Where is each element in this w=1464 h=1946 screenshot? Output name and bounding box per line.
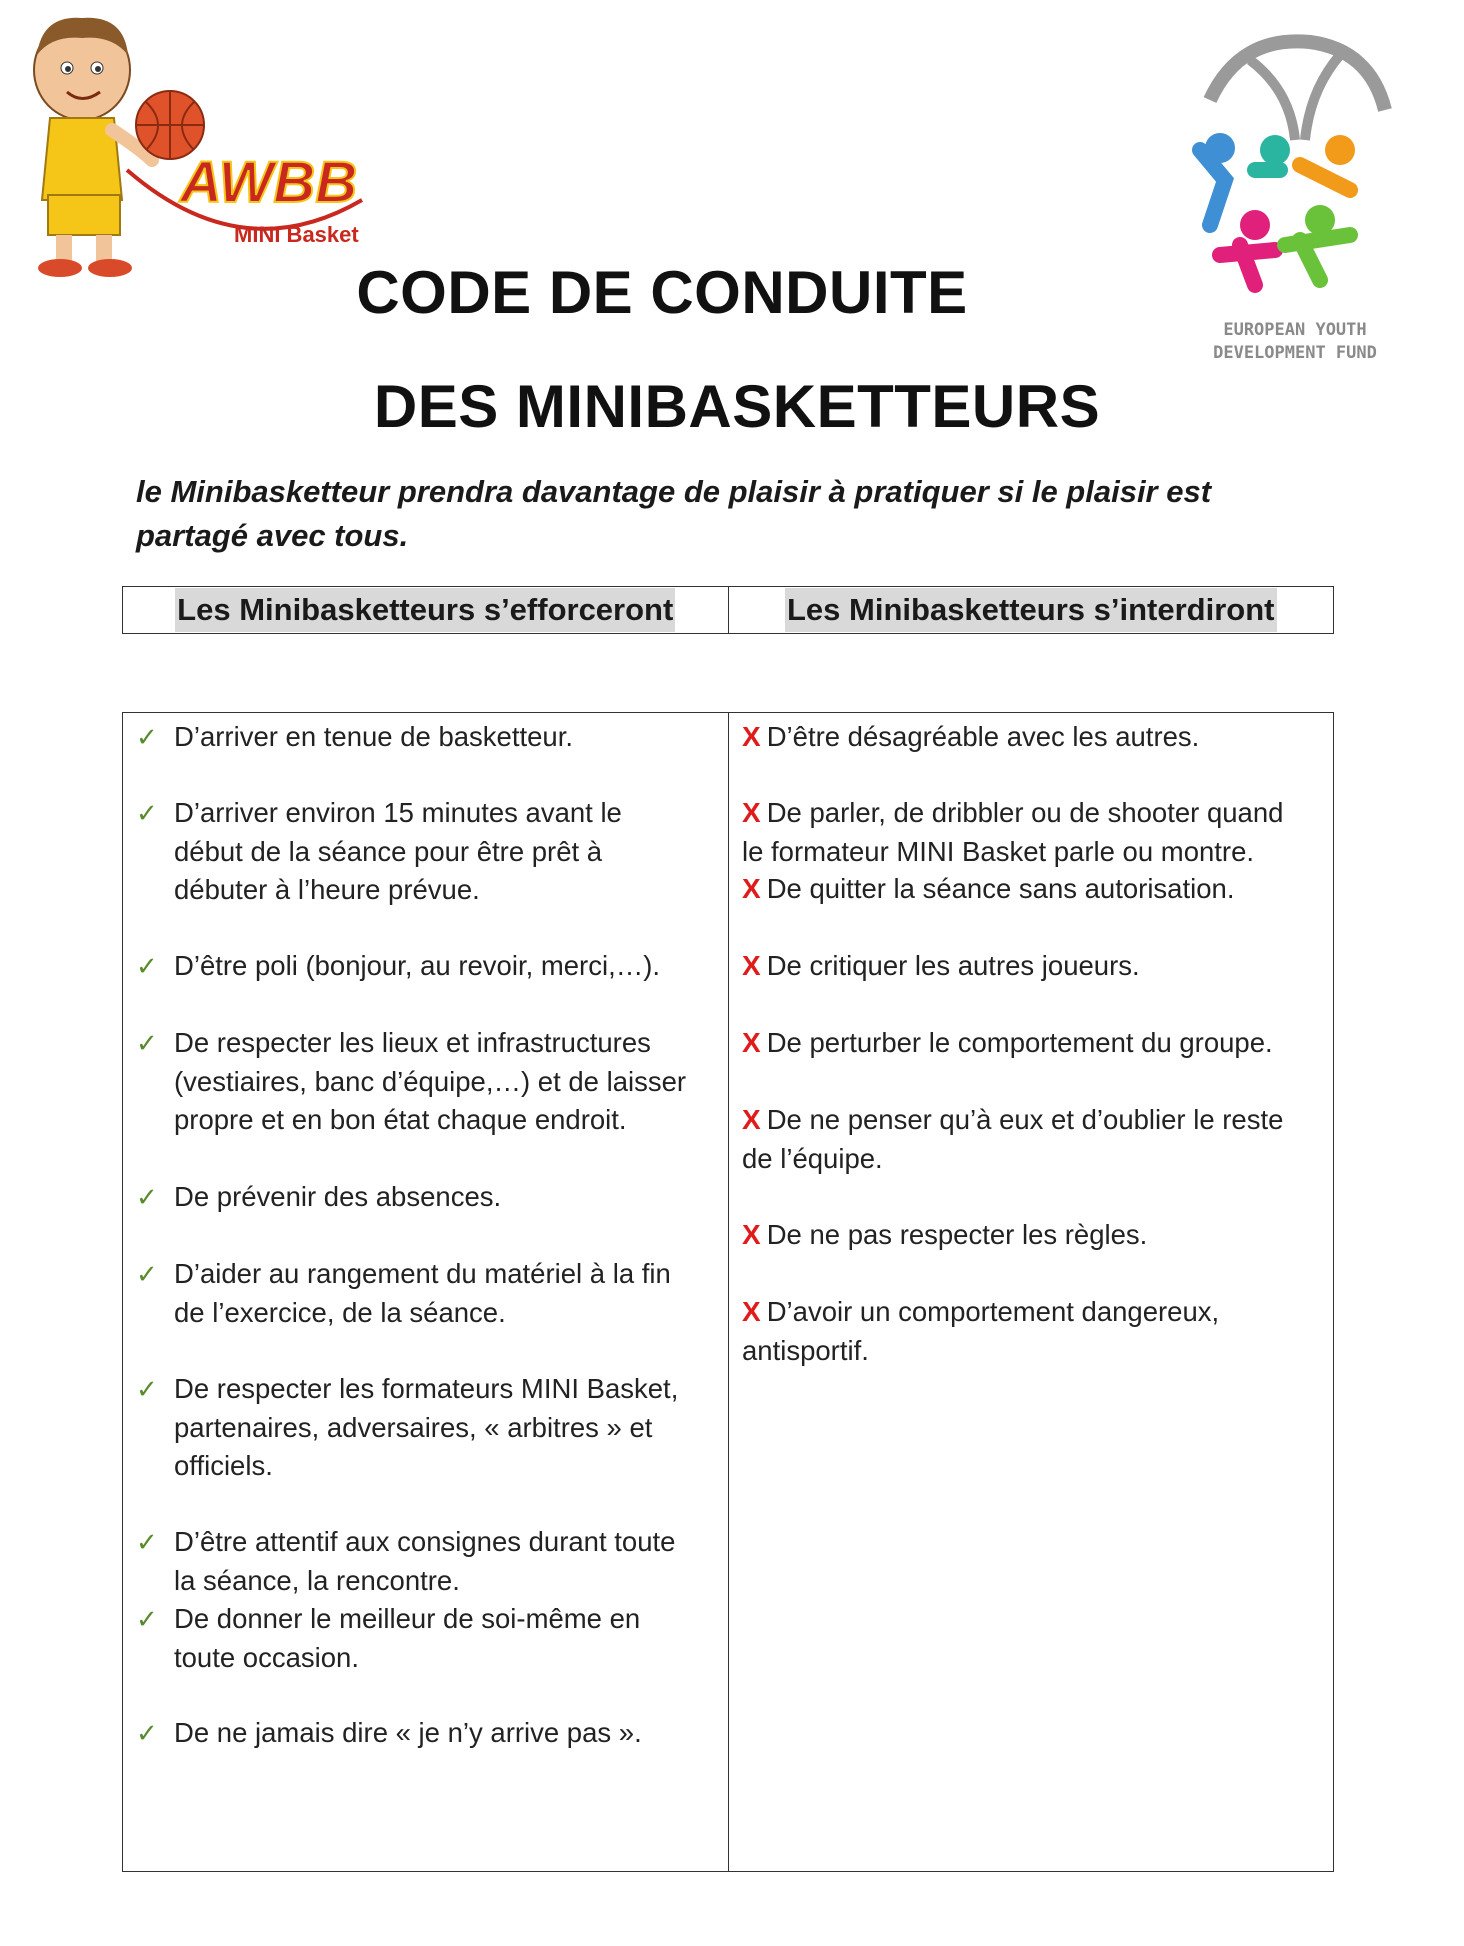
header-interdiront-label: Les Minibasketteurs s’interdiront [785,588,1277,632]
cross-icon: X [742,1027,761,1058]
list-item-line: la séance, la rencontre. [174,1564,460,1596]
list-item [742,794,1283,871]
list-item-line: De ne jamais dire « je n’y arrive pas ». [174,1717,642,1748]
cross-icon: X [742,721,761,752]
list-item-line: D’être poli (bonjour, au revoir, merci,…). [174,950,661,981]
list-item-text: De quitter la séance sans autorisation. [766,873,1235,904]
list-item [742,1101,1283,1178]
cross-icon: X [742,873,761,904]
list-item-line: antisportif. [742,1334,869,1366]
list-item-line [742,718,1199,757]
list-item-line: D’arriver environ 15 minutes avant le [174,797,622,828]
checkmark-icon: ✓ [136,1028,158,1058]
cross-icon: X [742,797,761,828]
list-item-text: De ne penser qu’à eux et d’oublier le reste [766,1104,1284,1135]
list-item-text: De ne pas respecter les règles. [766,1219,1148,1250]
awbb-logo [12,10,392,280]
list-item-line [742,947,1140,986]
list-item [742,870,1234,909]
checkmark-icon: ✓ [136,1374,158,1404]
list-item [742,718,1199,757]
list-item-line: propre et en bon état chaque endroit. [174,1104,627,1135]
checkmark-icon: ✓ [136,1718,158,1748]
list-item-line: De donner le meilleur de soi-même en [174,1603,641,1634]
list-item-line: de l’exercice, de la séance. [174,1296,506,1328]
list-item [122,1024,686,1140]
list-item [122,947,660,986]
list-item-line: De prévenir des absences. [174,1181,502,1212]
list-item [122,794,622,910]
list-item-line [742,1293,1219,1332]
cross-icon: X [742,1219,761,1250]
list-item-line: D’arriver en tenue de basketteur. [174,721,573,752]
list-item [122,718,573,757]
list-item-line [742,1101,1283,1140]
header-efforceront [123,587,729,633]
awbb-brand-text: AWBB [180,150,358,215]
mini-basket-text: MINI Basket [234,222,359,247]
intro-line1: le Minibasketteur prendra davantage de plaisir à pratiquer si le plaisir est [136,474,1212,509]
checkmark-icon: ✓ [136,1527,158,1557]
cross-icon: X [742,1104,761,1135]
list-item-line: débuter à l’heure prévue. [174,874,480,905]
list-item [122,1600,640,1677]
list-item-text: De perturber le comportement du groupe. [766,1027,1273,1058]
youth-fund-line1: EUROPEAN YOUTH [1223,320,1367,340]
list-item-text: D’être désagréable avec les autres. [766,721,1200,752]
header-interdiront [729,587,1334,633]
list-item [122,1714,642,1753]
checkmark-icon: ✓ [136,1604,158,1634]
mini-basket-mascot-icon [12,10,392,280]
checkmark-icon: ✓ [136,1182,158,1212]
list-item-line [742,1216,1147,1255]
list-item [122,1178,501,1217]
list-item [742,1293,1219,1370]
list-item-line: officiels. [174,1450,273,1481]
page-title-line2: DES MINIBASKETTEURS [373,373,1101,440]
list-item-line [742,1024,1273,1063]
list-item-line [742,870,1234,909]
checkmark-icon: ✓ [136,1259,158,1289]
header-efforceront-label: Les Minibasketteurs s’efforceront [175,588,675,632]
cross-icon: X [742,1296,761,1327]
list-item-line: (vestiaires, banc d’équipe,…) et de laisser [174,1065,687,1097]
list-item-line: début de la séance pour être prêt à [174,835,603,867]
list-item-text: De parler, de dribbler ou de shooter quand [766,797,1284,828]
page-title-line1: CODE DE CONDUITE [356,259,968,326]
list-item-line: toute occasion. [174,1641,359,1673]
youth-fund-line2: DEVELOPMENT FUND [1213,343,1377,363]
list-item-line: partenaires, adversaires, « arbitres » et [174,1411,653,1443]
list-item [122,1370,678,1486]
list-item [122,1523,675,1600]
list-item-line: le formateur MINI Basket parle ou montre. [742,835,1255,867]
list-item-line: De respecter les formateurs MINI Basket, [174,1373,679,1404]
list-item [742,1024,1273,1063]
checkmark-icon: ✓ [136,798,158,828]
list-item-line: D’être attentif aux consignes durant toute [174,1526,676,1557]
list-item-text: De critiquer les autres joueurs. [766,950,1140,981]
list-item-line [742,794,1283,833]
checkmark-icon: ✓ [136,722,158,752]
list-item [122,1255,671,1332]
cross-icon: X [742,950,761,981]
list-item [742,1216,1147,1255]
list-item [742,947,1140,986]
column-header-table [122,586,1334,634]
list-item-line: de l’équipe. [742,1142,883,1174]
checkmark-icon: ✓ [136,951,158,981]
list-item-line: D’aider au rangement du matériel à la fin [174,1258,671,1289]
list-item-text: D’avoir un comportement dangereux, [766,1296,1220,1327]
list-item-line: De respecter les lieux et infrastructures [174,1027,651,1058]
intro-line2: partagé avec tous. [136,518,409,553]
intro-text [136,470,1336,558]
